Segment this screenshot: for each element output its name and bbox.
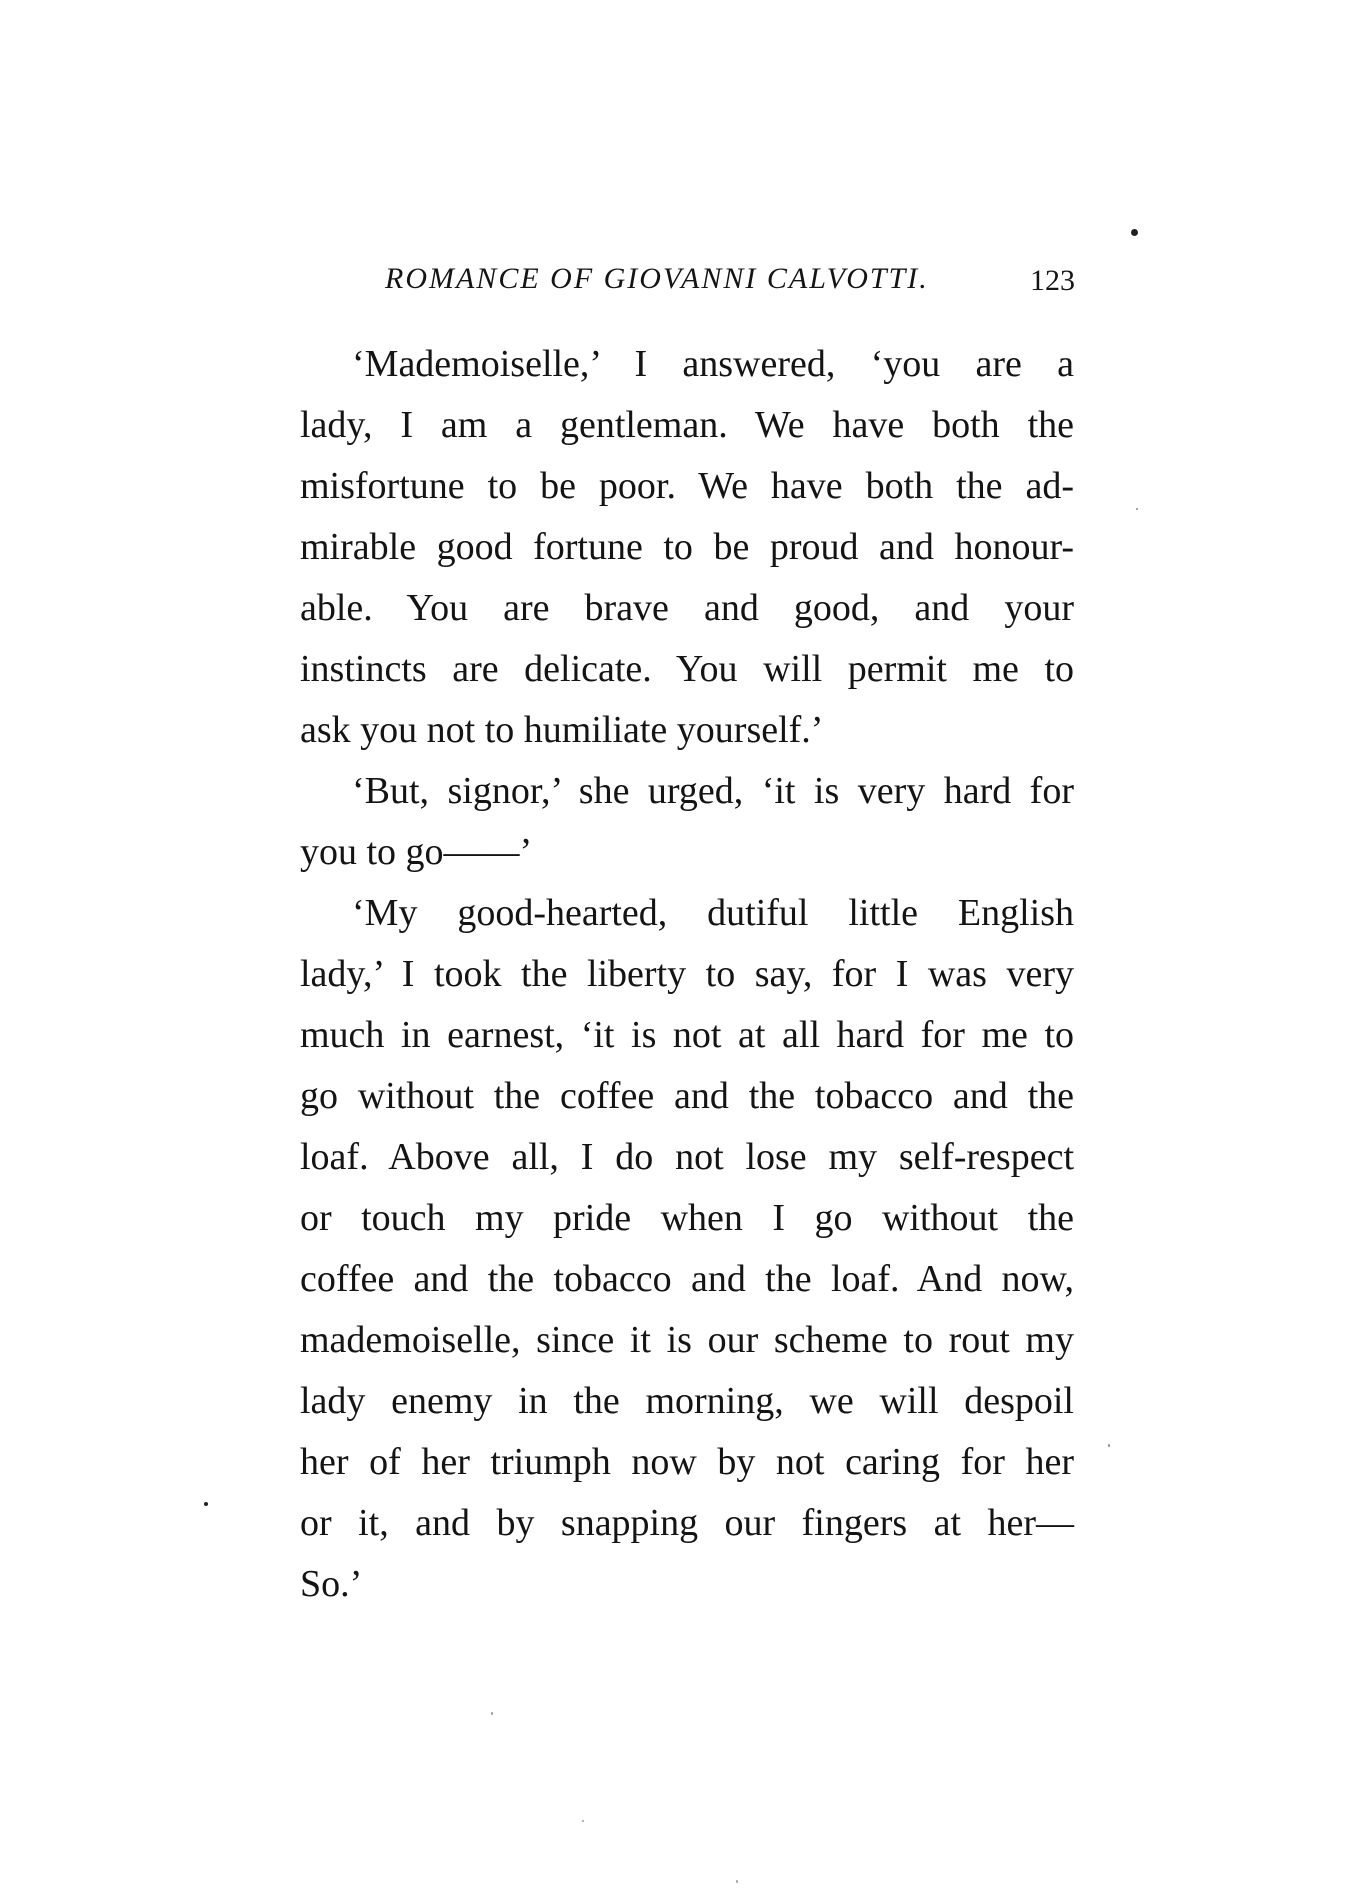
text-line: So.’ (300, 1563, 363, 1605)
body-text (300, 334, 1074, 1615)
text-line: ‘My good-hearted, dutiful little English (352, 892, 1074, 934)
text-line: coffee and the tobacco and the loaf. And now, (300, 1258, 1074, 1300)
text-line: ask you not to humiliate yourself.’ (300, 709, 824, 751)
text-line: mademoiselle, since it is our scheme to rout my (300, 1319, 1074, 1361)
text-line: instincts are delicate. You will permit me to (300, 648, 1074, 690)
text-line: mirable good fortune to be proud and honour- (300, 526, 1074, 568)
text-line: able. You are brave and good, and your (300, 587, 1074, 629)
text-line: lady, I am a gentleman. We have both the (300, 404, 1074, 446)
running-title: ROMANCE OF GIOVANNI CALVOTTI. (385, 262, 929, 295)
text-line: go without the coffee and the tobacco and the (300, 1075, 1074, 1117)
ink-speck (1131, 229, 1138, 236)
ink-speck (582, 1820, 584, 1822)
ink-speck (1108, 1444, 1110, 1447)
text-line: you to go——’ (300, 831, 533, 873)
text-line: or it, and by snapping our fingers at her— (300, 1502, 1074, 1544)
ink-speck (736, 1880, 738, 1883)
text-line: or touch my pride when I go without the (300, 1197, 1074, 1239)
ink-speck (491, 1712, 493, 1715)
text-line: loaf. Above all, I do not lose my self-respect (300, 1136, 1074, 1178)
ink-speck (1136, 508, 1138, 510)
text-line: lady enemy in the morning, we will despoil (300, 1380, 1074, 1422)
page-number: 123 (1030, 264, 1075, 297)
text-line: her of her triumph now by not caring for her (300, 1441, 1074, 1483)
ink-speck (204, 1502, 208, 1506)
page-header (300, 262, 1080, 312)
text-line: much in earnest, ‘it is not at all hard for me to (300, 1014, 1074, 1056)
text-line: ‘But, signor,’ she urged, ‘it is very hard for (352, 770, 1074, 812)
text-line: lady,’ I took the liberty to say, for I was very (300, 953, 1074, 995)
text-line: misfortune to be poor. We have both the ad- (300, 465, 1074, 507)
text-line: ‘Mademoiselle,’ I answered, ‘you are a (352, 343, 1074, 385)
